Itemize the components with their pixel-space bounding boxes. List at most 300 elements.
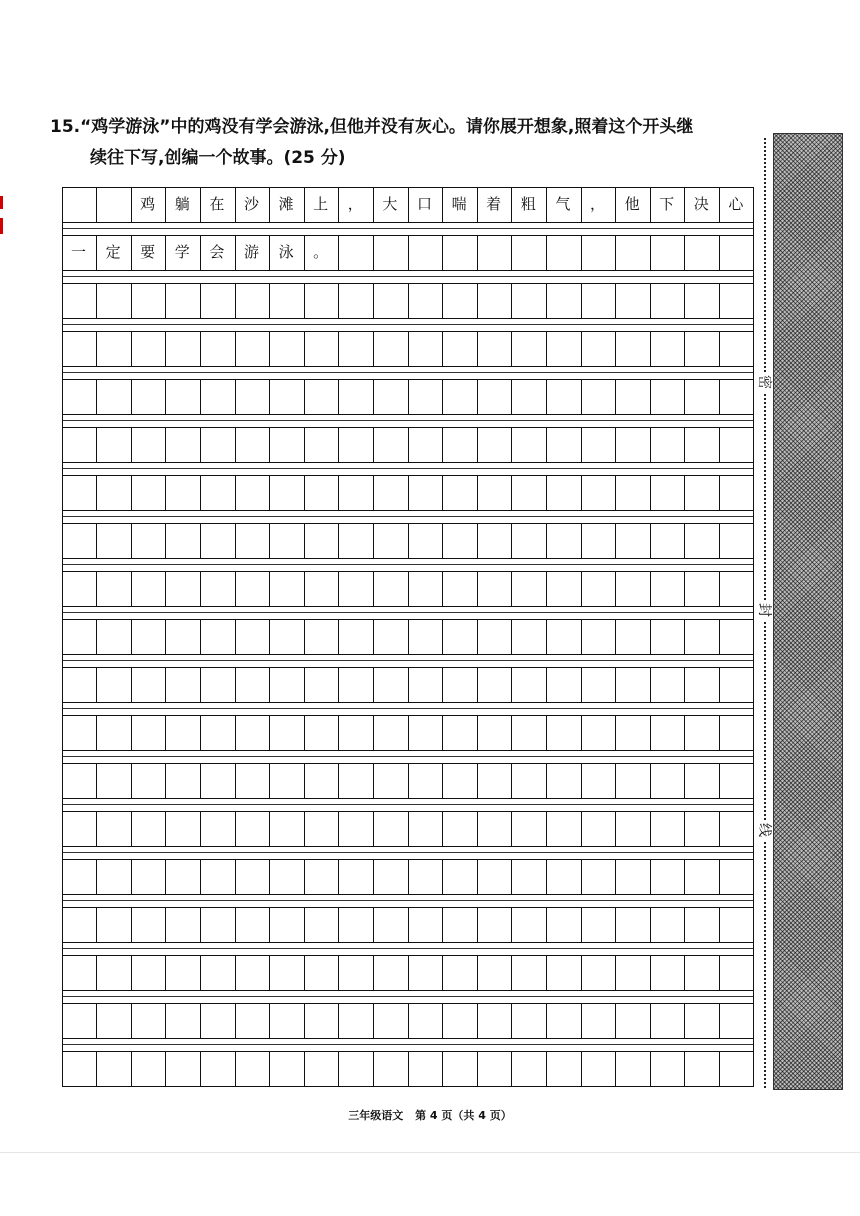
grid-cell-divider (131, 380, 132, 414)
grid-cell-char: 他 (624, 195, 640, 213)
grid-cell-divider (235, 764, 236, 798)
grid-cell-divider (96, 524, 97, 558)
grid-cell-divider (338, 812, 339, 846)
grid-cell-divider (200, 668, 201, 702)
grid-cell-divider (235, 524, 236, 558)
grid-cell-divider (338, 620, 339, 654)
question-15 (50, 112, 750, 174)
grid-row[interactable] (62, 427, 754, 463)
grid-cell-divider (269, 908, 270, 942)
grid-row-gap (62, 1039, 754, 1051)
grid-cell-divider (165, 668, 166, 702)
grid-row[interactable] (62, 475, 754, 511)
grid-cell-divider (615, 476, 616, 510)
grid-row[interactable] (62, 1051, 754, 1087)
grid-cell-divider (269, 332, 270, 366)
grid-cell-divider (165, 332, 166, 366)
grid-cell-char: 会 (209, 243, 225, 261)
grid-cell-divider (338, 476, 339, 510)
grid-cell-divider (650, 524, 651, 558)
grid-cell-divider (408, 332, 409, 366)
grid-cell-divider (200, 572, 201, 606)
question-line-2: 续往下写,创编一个故事。(25 分) (90, 148, 346, 168)
grid-cell-divider (581, 428, 582, 462)
grid-cell-divider (131, 956, 132, 990)
grid-cell-divider (235, 380, 236, 414)
grid-cell-divider (408, 572, 409, 606)
grid-cell-char (373, 236, 407, 269)
grid-cell-char: 心 (728, 195, 744, 213)
grid-cell-divider (511, 812, 512, 846)
grid-cell-char: ， (347, 195, 363, 213)
grid-cell-divider (165, 860, 166, 894)
grid-cell-divider (546, 476, 547, 510)
grid-cell-divider (131, 1004, 132, 1038)
grid-cell-divider (200, 284, 201, 318)
grid-cell-divider (96, 476, 97, 510)
grid-row[interactable] (62, 811, 754, 847)
grid-cell-divider (96, 764, 97, 798)
grid-cell-char: 游 (243, 243, 259, 261)
grid-row-gap-line (63, 468, 753, 469)
grid-cell-divider (615, 860, 616, 894)
grid-cell-divider (719, 476, 720, 510)
grid-cell-divider (719, 668, 720, 702)
grid-cell-divider (477, 764, 478, 798)
grid-cell-divider (684, 812, 685, 846)
grid-row[interactable] (62, 331, 754, 367)
grid-cell-divider (719, 860, 720, 894)
grid-row[interactable] (62, 907, 754, 943)
grid-cell-divider (235, 812, 236, 846)
left-margin-mark (0, 196, 3, 236)
grid-cell-divider (304, 620, 305, 654)
grid-cell-divider (546, 956, 547, 990)
grid-cell-divider (581, 572, 582, 606)
grid-cell-divider (408, 668, 409, 702)
grid-cell-divider (131, 1052, 132, 1086)
grid-cell-divider (719, 1004, 720, 1038)
grid-cell-char: 泳 (278, 243, 294, 261)
grid-cell-divider (546, 812, 547, 846)
grid-cell-divider (615, 524, 616, 558)
grid-row-gap-line (63, 420, 753, 421)
grid-row-gap (62, 271, 754, 283)
grid-cell-divider (338, 956, 339, 990)
grid-cell-divider (684, 1052, 685, 1086)
grid-cell-divider (442, 524, 443, 558)
grid-cell-divider (719, 908, 720, 942)
grid-cell-divider (165, 524, 166, 558)
grid-cell-divider (408, 380, 409, 414)
grid-cell-char: 口 (416, 195, 432, 213)
grid-cell-divider (408, 716, 409, 750)
grid-cell-divider (650, 956, 651, 990)
grid-cell-divider (200, 332, 201, 366)
grid-cell-divider (96, 284, 97, 318)
grid-cell-divider (511, 284, 512, 318)
grid-row-gap-line (63, 564, 753, 565)
grid-cell-divider (165, 716, 166, 750)
grid-cell-divider (304, 668, 305, 702)
grid-cell-divider (511, 620, 512, 654)
grid-cell-divider (719, 956, 720, 990)
grid-cell-divider (96, 860, 97, 894)
grid-cell-divider (165, 956, 166, 990)
grid-cell-divider (165, 428, 166, 462)
grid-cell-char (408, 236, 442, 269)
grid-cell-divider (684, 956, 685, 990)
grid-cell-divider (719, 764, 720, 798)
grid-cell-divider (511, 380, 512, 414)
grid-cell-divider (615, 908, 616, 942)
grid-row-gap (62, 223, 754, 235)
binding-margin-hatch (773, 133, 843, 1090)
grid-cell-divider (304, 476, 305, 510)
grid-cell-divider (650, 572, 651, 606)
grid-cell-divider (408, 620, 409, 654)
page-footer (0, 1107, 860, 1123)
grid-cell-char: 大 (382, 195, 398, 213)
grid-cell-divider (304, 1052, 305, 1086)
grid-row[interactable] (62, 667, 754, 703)
grid-row-gap-line (63, 228, 753, 229)
grid-cell-divider (684, 428, 685, 462)
grid-cell-divider (200, 860, 201, 894)
grid-cell-divider (304, 332, 305, 366)
grid-cell-divider (719, 332, 720, 366)
grid-cell-divider (650, 620, 651, 654)
grid-cell-divider (581, 668, 582, 702)
grid-cell-divider (581, 764, 582, 798)
grid-cell-divider (511, 668, 512, 702)
grid-cell-divider (477, 812, 478, 846)
grid-row-gap (62, 367, 754, 379)
grid-cell-divider (581, 812, 582, 846)
grid-cell-divider (442, 428, 443, 462)
grid-cell-char (511, 236, 545, 269)
grid-cell-divider (304, 860, 305, 894)
grid-cell-divider (338, 332, 339, 366)
grid-cell-divider (338, 860, 339, 894)
grid-cell-char: 。 (313, 243, 329, 261)
grid-cell-divider (477, 428, 478, 462)
grid-cell-divider (338, 572, 339, 606)
grid-cell-divider (269, 380, 270, 414)
grid-row-gap (62, 943, 754, 955)
seal-char-mi: 密 (754, 372, 774, 392)
grid-cell-divider (615, 572, 616, 606)
grid-cell-divider (477, 572, 478, 606)
grid-cell-divider (373, 572, 374, 606)
grid-cell-divider (200, 380, 201, 414)
grid-cell-divider (442, 332, 443, 366)
grid-row-gap-line (63, 516, 753, 517)
grid-cell-divider (235, 860, 236, 894)
grid-cell-divider (338, 1004, 339, 1038)
grid-cell-divider (373, 860, 374, 894)
grid-cell-divider (131, 908, 132, 942)
grid-row-gap-line (63, 276, 753, 277)
grid-cell-divider (304, 524, 305, 558)
grid-row-gap-line (63, 852, 753, 853)
grid-cell-divider (477, 1052, 478, 1086)
grid-cell-divider (650, 1052, 651, 1086)
grid-cell-divider (546, 908, 547, 942)
grid-row[interactable] (62, 523, 754, 559)
grid-cell-char (581, 236, 615, 269)
grid-row-gap (62, 799, 754, 811)
grid-row-gap (62, 655, 754, 667)
grid-cell-divider (650, 812, 651, 846)
margin-mark-bottom (0, 218, 3, 234)
grid-cell-divider (408, 860, 409, 894)
grid-cell-divider (442, 380, 443, 414)
grid-cell-divider (200, 956, 201, 990)
grid-cell-divider (477, 1004, 478, 1038)
grid-cell-divider (338, 668, 339, 702)
grid-cell-divider (269, 620, 270, 654)
grid-cell-divider (442, 476, 443, 510)
question-line-1: 15.“鸡学游泳”中的鸡没有学会游泳,但他并没有灰心。请你展开想象,照着这个开头继 (50, 117, 694, 137)
grid-cell-divider (650, 284, 651, 318)
grid-cell-divider (96, 812, 97, 846)
grid-cell-divider (442, 908, 443, 942)
grid-row[interactable] (62, 955, 754, 991)
grid-cell-divider (684, 668, 685, 702)
grid-cell-divider (96, 956, 97, 990)
grid-cell-divider (442, 284, 443, 318)
grid-cell-divider (615, 428, 616, 462)
bottom-rule (0, 1152, 860, 1153)
grid-cell-divider (684, 380, 685, 414)
grid-cell-divider (442, 620, 443, 654)
grid-row-gap-line (63, 948, 753, 949)
grid-cell-divider (511, 524, 512, 558)
grid-cell-divider (442, 956, 443, 990)
grid-cell-divider (96, 380, 97, 414)
grid-row[interactable] (62, 187, 754, 223)
grid-cell-divider (200, 812, 201, 846)
grid-cell-divider (684, 332, 685, 366)
grid-cell-divider (269, 716, 270, 750)
grid-cell-divider (546, 332, 547, 366)
grid-cell-divider (165, 1052, 166, 1086)
grid-cell-divider (408, 812, 409, 846)
grid-cell-char: 沙 (243, 195, 259, 213)
grid-cell-divider (581, 620, 582, 654)
grid-cell-divider (96, 1052, 97, 1086)
grid-cell-char: 上 (313, 195, 329, 213)
grid-cell-divider (511, 716, 512, 750)
grid-cell-char: 粗 (520, 195, 536, 213)
grid-cell-divider (511, 332, 512, 366)
grid-row[interactable] (62, 619, 754, 655)
grid-cell-divider (650, 668, 651, 702)
grid-cell-divider (477, 668, 478, 702)
grid-cell-divider (200, 428, 201, 462)
seal-char-xian: 线 (754, 820, 774, 840)
grid-cell-divider (511, 908, 512, 942)
grid-cell-divider (546, 620, 547, 654)
composition-writing-grid[interactable] (62, 187, 754, 1087)
grid-cell-divider (684, 860, 685, 894)
grid-cell-divider (719, 572, 720, 606)
margin-mark-top (0, 196, 3, 209)
grid-cell-divider (546, 1052, 547, 1086)
grid-cell-divider (719, 380, 720, 414)
grid-cell-char: 一 (70, 243, 86, 261)
grid-cell-char: 滩 (278, 195, 294, 213)
grid-cell-divider (304, 908, 305, 942)
grid-cell-divider (131, 572, 132, 606)
grid-cell-divider (477, 620, 478, 654)
grid-cell-char (719, 236, 753, 269)
grid-cell-divider (304, 716, 305, 750)
grid-cell-divider (235, 332, 236, 366)
grid-cell-divider (131, 284, 132, 318)
grid-cell-divider (96, 620, 97, 654)
grid-cell-char: 在 (209, 195, 225, 213)
grid-cell-divider (719, 524, 720, 558)
grid-cell-char: 鸡 (140, 195, 156, 213)
grid-cell-divider (650, 716, 651, 750)
grid-cell-divider (477, 956, 478, 990)
grid-row-gap (62, 463, 754, 475)
grid-row-gap-line (63, 996, 753, 997)
grid-cell-divider (269, 764, 270, 798)
grid-row[interactable] (62, 379, 754, 415)
grid-cell-divider (615, 956, 616, 990)
grid-cell-divider (719, 284, 720, 318)
grid-cell-char (477, 236, 511, 269)
grid-cell-char: 着 (486, 195, 502, 213)
grid-cell-divider (304, 380, 305, 414)
grid-cell-divider (269, 572, 270, 606)
grid-row[interactable] (62, 859, 754, 895)
grid-cell-divider (235, 1004, 236, 1038)
grid-cell-divider (615, 812, 616, 846)
grid-cell-divider (684, 764, 685, 798)
seal-char-feng: 封 (754, 600, 774, 620)
grid-row[interactable] (62, 1003, 754, 1039)
grid-cell-divider (165, 380, 166, 414)
grid-row[interactable] (62, 283, 754, 319)
grid-cell-divider (477, 716, 478, 750)
grid-cell-divider (373, 620, 374, 654)
grid-cell-divider (235, 620, 236, 654)
grid-row-gap (62, 751, 754, 763)
grid-row[interactable] (62, 715, 754, 751)
grid-cell-char: ， (589, 195, 605, 213)
grid-cell-divider (615, 764, 616, 798)
grid-cell-divider (546, 764, 547, 798)
grid-cell-divider (684, 620, 685, 654)
grid-cell-divider (408, 1052, 409, 1086)
grid-cell-divider (304, 1004, 305, 1038)
grid-cell-divider (511, 956, 512, 990)
grid-cell-divider (477, 524, 478, 558)
grid-cell-divider (165, 1004, 166, 1038)
grid-cell-divider (373, 284, 374, 318)
grid-cell-divider (304, 572, 305, 606)
grid-cell-divider (373, 668, 374, 702)
grid-cell-divider (96, 908, 97, 942)
grid-cell-divider (615, 620, 616, 654)
grid-cell-divider (546, 668, 547, 702)
grid-cell-divider (408, 428, 409, 462)
grid-cell-divider (477, 476, 478, 510)
grid-cell-divider (165, 572, 166, 606)
grid-row[interactable] (62, 763, 754, 799)
grid-cell-char (615, 236, 649, 269)
grid-cell-divider (131, 476, 132, 510)
footer-page-number: 第 4 页（共 4 页） (415, 1109, 512, 1122)
grid-cell-divider (684, 716, 685, 750)
grid-cell-divider (408, 764, 409, 798)
grid-row[interactable] (62, 571, 754, 607)
grid-cell-divider (650, 860, 651, 894)
grid-cell-divider (684, 524, 685, 558)
grid-cell-divider (511, 860, 512, 894)
grid-cell-divider (96, 428, 97, 462)
grid-cell-divider (408, 476, 409, 510)
grid-cell-divider (235, 716, 236, 750)
grid-cell-divider (511, 572, 512, 606)
grid-cell-divider (304, 812, 305, 846)
grid-row-gap-line (63, 660, 753, 661)
grid-cell-divider (546, 284, 547, 318)
grid-cell-divider (338, 428, 339, 462)
grid-cell-divider (442, 668, 443, 702)
grid-cell-divider (615, 332, 616, 366)
grid-cell-divider (442, 860, 443, 894)
grid-cell-divider (269, 812, 270, 846)
grid-cell-divider (581, 1004, 582, 1038)
grid-cell-divider (304, 764, 305, 798)
grid-row-gap (62, 511, 754, 523)
grid-cell-divider (615, 1052, 616, 1086)
grid-cell-divider (200, 908, 201, 942)
grid-cell-divider (615, 668, 616, 702)
grid-cell-char (650, 236, 684, 269)
grid-cell-divider (338, 524, 339, 558)
grid-cell-char: 躺 (174, 195, 190, 213)
grid-cell-divider (442, 764, 443, 798)
grid-cell-divider (719, 812, 720, 846)
grid-cell-divider (131, 332, 132, 366)
grid-cell-divider (650, 332, 651, 366)
grid-cell-divider (408, 908, 409, 942)
grid-cell-divider (235, 284, 236, 318)
grid-cell-divider (96, 332, 97, 366)
grid-cell-char (96, 188, 130, 221)
grid-cell-divider (304, 956, 305, 990)
grid-cell-divider (546, 524, 547, 558)
grid-cell-divider (200, 620, 201, 654)
grid-row[interactable] (62, 235, 754, 271)
grid-cell-divider (581, 524, 582, 558)
grid-cell-divider (235, 428, 236, 462)
grid-cell-divider (373, 908, 374, 942)
grid-cell-divider (304, 428, 305, 462)
grid-cell-divider (235, 668, 236, 702)
grid-cell-divider (546, 428, 547, 462)
grid-cell-divider (373, 1052, 374, 1086)
grid-cell-divider (200, 1052, 201, 1086)
grid-cell-char (62, 188, 96, 221)
grid-cell-divider (269, 956, 270, 990)
